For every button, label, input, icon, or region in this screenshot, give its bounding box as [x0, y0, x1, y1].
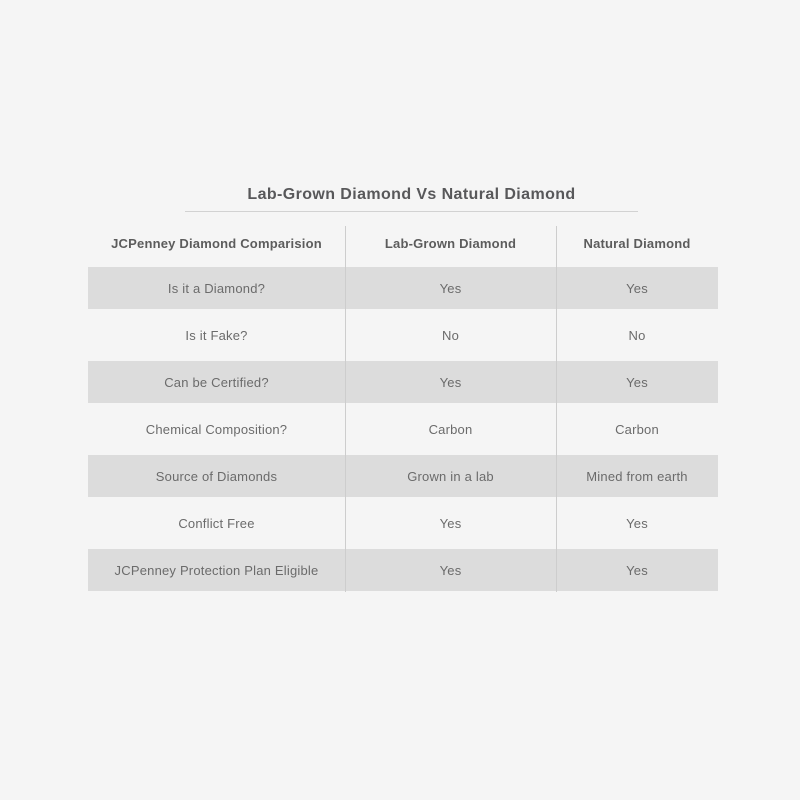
feature-cell: Conflict Free	[178, 515, 255, 531]
lab-grown-cell: Grown in a lab	[345, 455, 556, 497]
page-title: Lab-Grown Diamond Vs Natural Diamond	[247, 186, 576, 203]
lab-grown-cell: Yes	[345, 549, 556, 591]
natural-cell: Yes	[556, 361, 718, 403]
table-row	[88, 549, 718, 591]
lab-grown-cell: Yes	[439, 515, 462, 531]
feature-cell: Chemical Composition?	[145, 421, 288, 437]
feature-cell: JCPenney Protection Plan Eligible	[88, 549, 345, 591]
table-row	[88, 408, 718, 450]
table-header-row	[88, 225, 718, 262]
table-row	[88, 502, 718, 544]
natural-cell: Yes	[556, 549, 718, 591]
natural-cell: Carbon	[615, 421, 659, 437]
lab-grown-cell: Yes	[345, 361, 556, 403]
feature-cell: Can be Certified?	[88, 361, 345, 403]
natural-cell: No	[628, 327, 646, 343]
lab-grown-cell: No	[441, 327, 460, 343]
comparison-table	[88, 220, 718, 596]
header-lab-grown: Lab-Grown Diamond	[384, 236, 517, 251]
title-section	[185, 185, 638, 212]
natural-cell: Yes	[556, 267, 718, 309]
table-row	[88, 455, 718, 497]
header-feature: JCPenney Diamond Comparision	[111, 236, 322, 251]
feature-cell: Is it a Diamond?	[88, 267, 345, 309]
table-row	[88, 361, 718, 403]
natural-cell: Mined from earth	[556, 455, 718, 497]
lab-grown-cell: Yes	[345, 267, 556, 309]
feature-cell: Source of Diamonds	[88, 455, 345, 497]
header-natural: Natural Diamond	[583, 236, 691, 251]
natural-cell: Yes	[626, 515, 648, 531]
table-row	[88, 267, 718, 309]
feature-cell: Is it Fake?	[185, 327, 248, 343]
table-row	[88, 314, 718, 356]
lab-grown-cell: Carbon	[428, 421, 473, 437]
